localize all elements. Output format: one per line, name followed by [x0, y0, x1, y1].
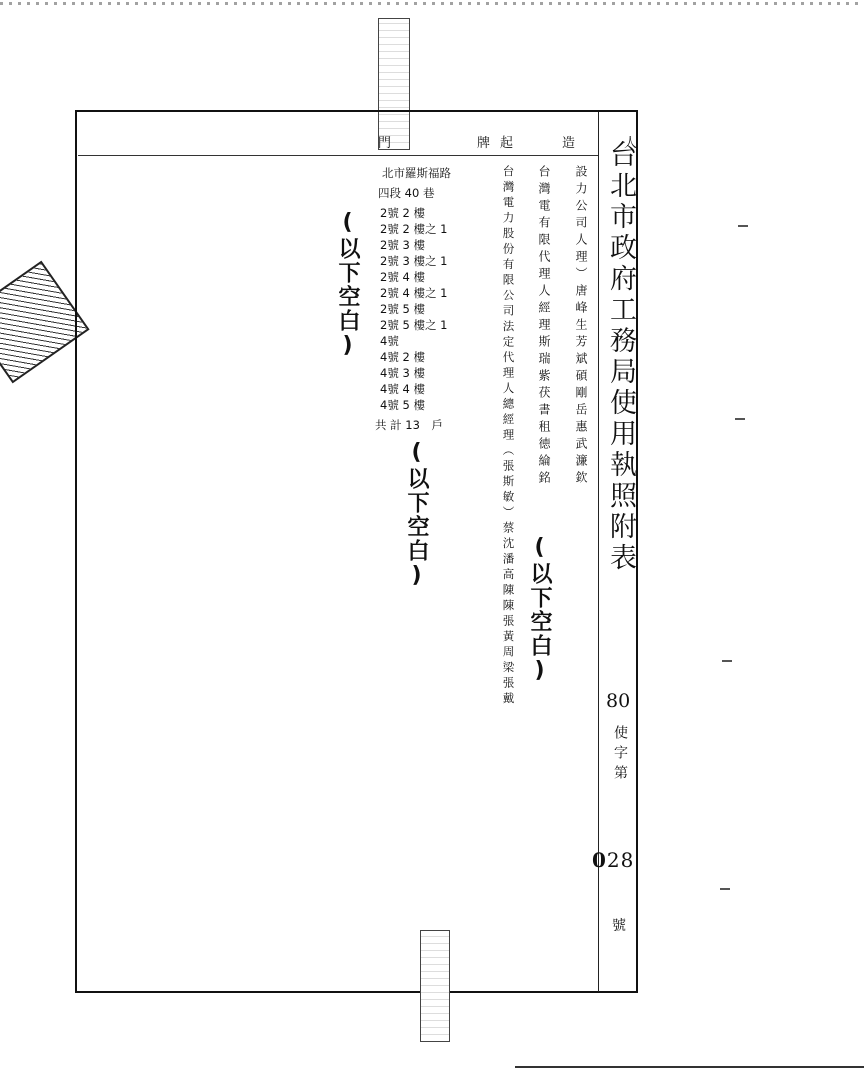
scan-noise	[735, 418, 745, 420]
owner-column-1: 設力公司人理）唐峰生芳斌碩剛岳惠武濂欽	[574, 165, 588, 488]
header-divider	[78, 155, 598, 156]
scan-noise	[720, 888, 730, 890]
permit-number-rest: 28	[606, 848, 635, 872]
list-item: 4號 4 樓	[380, 382, 425, 396]
permit-number-prefix: 0	[592, 848, 607, 872]
scan-noise	[722, 660, 732, 662]
list-item: 2號 3 樓	[380, 238, 425, 252]
list-item: 4號 2 樓	[380, 350, 425, 364]
document-title: 台北市政府工務局使用執照附表	[605, 140, 636, 574]
list-item: 4號	[380, 334, 399, 348]
address-total: 共 計 13 戶	[375, 418, 443, 432]
permit-number	[592, 848, 634, 872]
owner-column-2: 台灣電有限代理人經理斯瑞紫茯書租徳綸銘	[537, 165, 551, 488]
binding-tape-bottom	[420, 930, 450, 1042]
list-item: 2號 5 樓	[380, 302, 425, 316]
blank-below-mark-left: (以下空白)	[335, 210, 360, 360]
list-item: 4號 3 樓	[380, 366, 425, 380]
permit-suffix: 號	[612, 918, 626, 934]
list-item: 2號 4 樓之 1	[380, 286, 448, 300]
list-item: 2號 5 樓之 1	[380, 318, 448, 332]
scan-edge-artifact	[0, 2, 864, 5]
permit-year: 80	[606, 690, 631, 712]
owner-column-3: 台灣電力股份有限公司法定代理人總經理（張斯敏）蔡沈潘高陳陳張黃周梁張戴	[501, 165, 516, 708]
list-item: 2號 3 樓之 1	[380, 254, 448, 268]
blank-below-mark-middle: (以下空白)	[404, 440, 429, 590]
list-item: 2號 2 樓之 1	[380, 222, 448, 236]
blank-below-mark-right: (以下空白)	[527, 535, 552, 685]
scan-bottom-edge	[515, 1066, 864, 1068]
address-street: 北市羅斯福路	[382, 166, 451, 180]
list-item: 4號 5 樓	[380, 398, 425, 412]
builder-header: 起 造 人	[500, 136, 656, 151]
scan-noise	[738, 225, 748, 227]
address-header: 門 牌	[378, 136, 511, 151]
list-item: 2號 4 樓	[380, 270, 425, 284]
address-section: 四段 40 巷	[378, 186, 435, 200]
permit-code: 使字第	[612, 725, 628, 785]
list-item: 2號 2 樓	[380, 206, 425, 220]
